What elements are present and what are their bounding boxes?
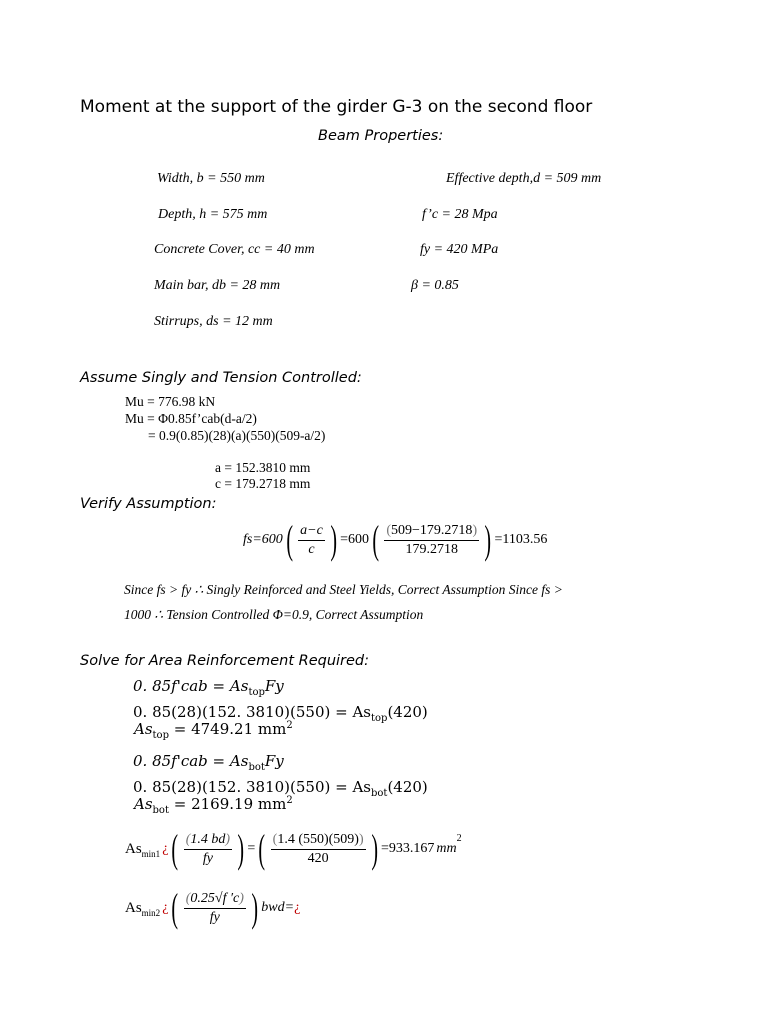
- eq-600: =600: [340, 532, 370, 547]
- as-bot-result: $As_{bot} = 2169.19$ $mm^2$: [134, 795, 293, 816]
- a-result: a = 152.3810 mm: [215, 460, 311, 475]
- property-stirrups: Stirrups, ds = 12 mm: [154, 314, 273, 329]
- mu-formula: Mu = Φ0.85f’cab(d-a/2): [125, 411, 257, 426]
- right-paren: ): [484, 517, 492, 562]
- as-top-result: $As_{top} = 4749.21$ $mm^2$: [134, 720, 293, 741]
- beam-properties-heading: Beam Properties:: [318, 128, 444, 144]
- property-fy: fy = 420 MPa: [420, 242, 499, 257]
- left-paren: (: [372, 517, 380, 562]
- verify-note-line-1: Since fs > fy ∴ Singly Reinforced and Steel Yields, Correct Assumption Since fs >: [124, 582, 563, 597]
- property-width: Width, b = 550 mm: [157, 171, 265, 186]
- property-main-bar: Main bar, db = 28 mm: [154, 278, 281, 293]
- property-effective-depth: Effective depth,d = 509 mm: [446, 171, 602, 186]
- left-paren: (: [286, 517, 293, 562]
- fs-result: =1103.56: [494, 532, 548, 547]
- top-equation-2: 0. 85(28)(152. $3810)(550) = As_{top}(420)$: [133, 703, 428, 724]
- assume-heading: Assume Singly and Tension Controlled:: [80, 370, 362, 386]
- top-equation-1: 0. $85f'cab = As_{top}Fy$: [133, 677, 284, 698]
- mu-substituted: = 0.9(0.85)(28)(a)(550)(509-a/2): [148, 428, 326, 443]
- asmin2-equation: As $_{min2}$ ¿ ( $\frac{(0.25√f 'c)}{fy}$ ) bwd= ¿: [125, 885, 301, 930]
- right-paren: ): [330, 517, 337, 562]
- fraction-numerator: a−c: [298, 523, 325, 541]
- property-concrete-cover: Concrete Cover, cc = 40 mm: [154, 242, 315, 257]
- page-title: Moment at the support of the girder G-3 on the second floor: [80, 97, 593, 117]
- asmin1-equation: As $_{min1}$ ¿ ( $\frac{(1.4 bd)}{fy}$ ) = ( $\frac{(1.4 (550)(509))}{420}$ ) =933.167 mm 2: [125, 826, 462, 871]
- bot-equation-2: 0. 85(28)(152. $3810)(550) = As_{bot}(420)$: [133, 778, 428, 799]
- verify-note-line-2: 1000 ∴ Tension Controlled Φ=0.9, Correct Assumption: [124, 607, 424, 622]
- property-beta: β = 0.85: [411, 278, 459, 293]
- verify-heading: Verify Assumption:: [80, 496, 217, 512]
- fraction-denominator: c: [308, 541, 315, 557]
- fraction-numeric: [384, 523, 479, 558]
- property-fc: f’c = 28 Mpa: [422, 207, 498, 222]
- mu-value: Mu = 776.98 kN: [125, 394, 216, 409]
- fraction-numerator: (509−179.2718): [384, 523, 479, 541]
- solve-heading: Solve for Area Reinforcement Required:: [80, 653, 370, 669]
- bot-equation-1: 0. $85f'cab = As_{bot}Fy$: [133, 752, 284, 773]
- fraction-denominator: 179.2718: [405, 541, 458, 557]
- fs-lhs: fs=600: [243, 532, 283, 547]
- c-result: c = 179.2718 mm: [215, 476, 311, 491]
- fraction-a-minus-c: [298, 523, 325, 558]
- fs-equation: [243, 515, 547, 565]
- property-depth: Depth, h = 575 mm: [158, 207, 268, 222]
